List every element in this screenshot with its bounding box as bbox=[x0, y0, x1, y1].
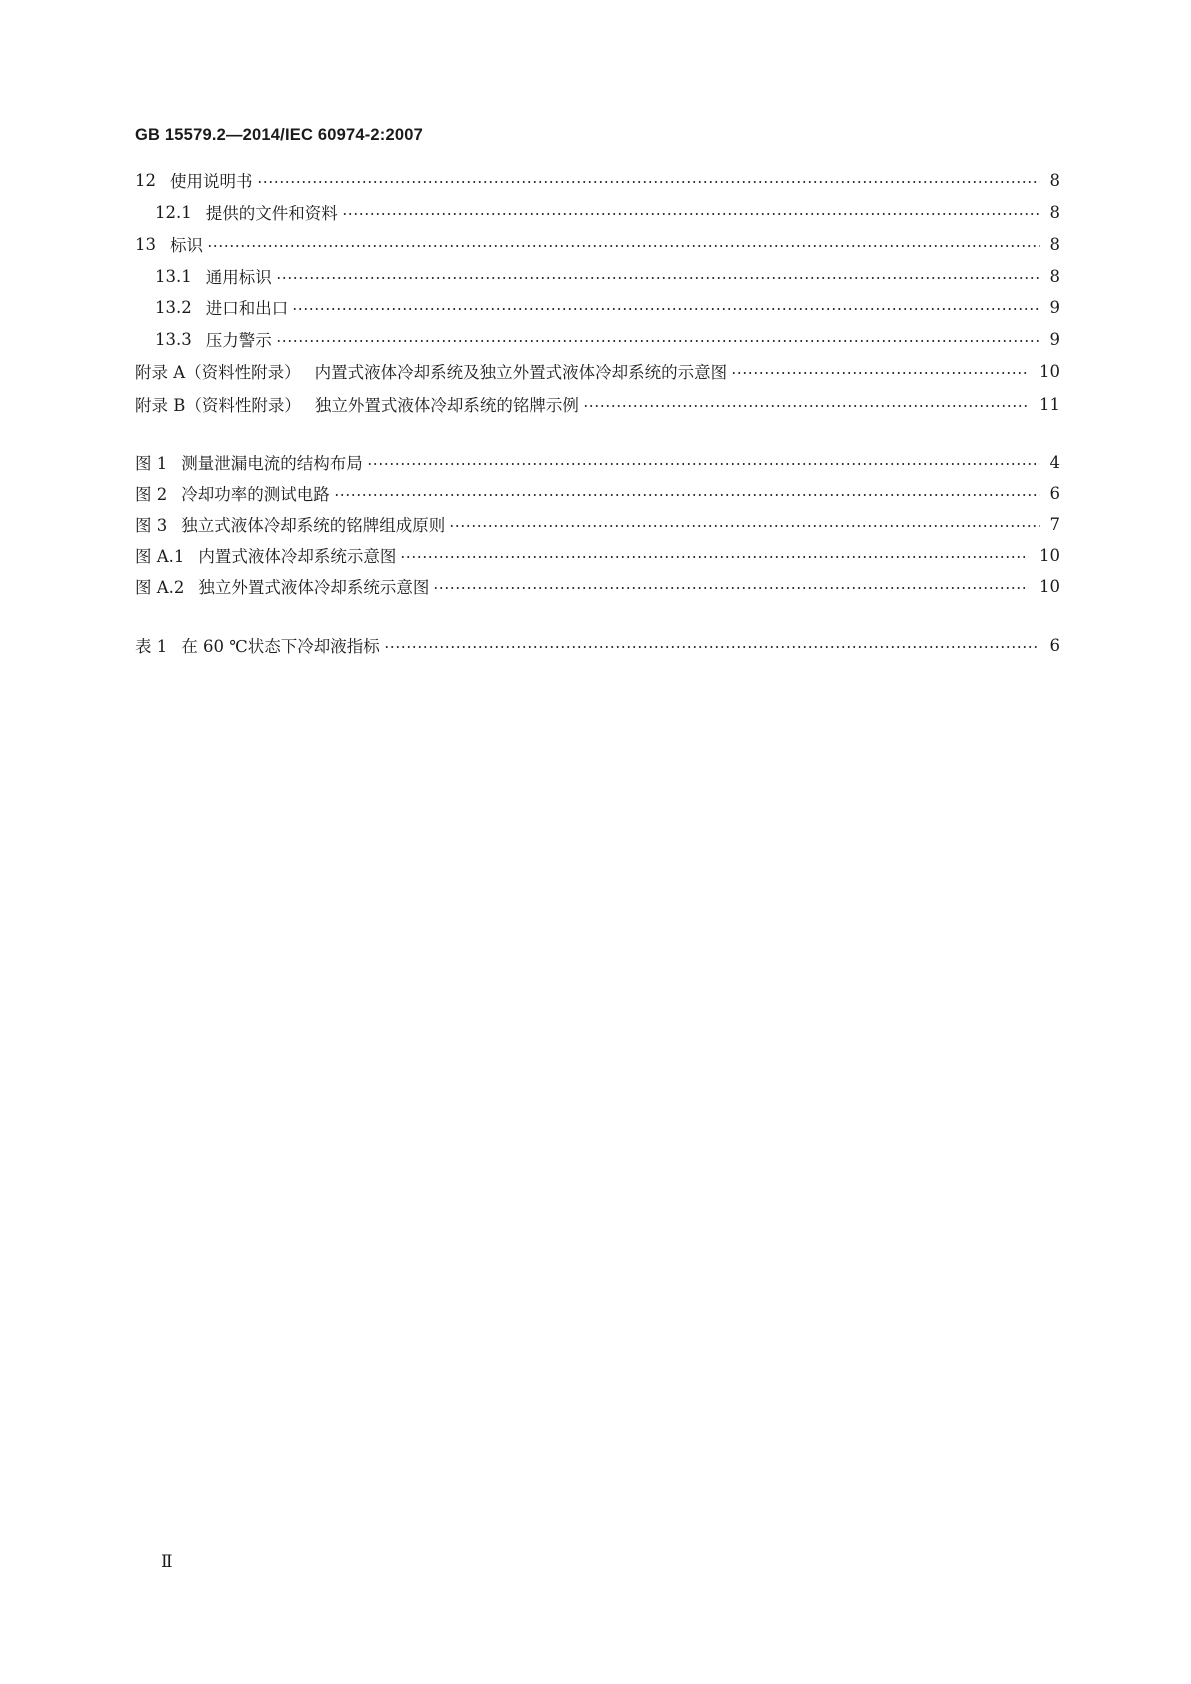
toc-entry-number: 13.1 bbox=[155, 266, 192, 286]
toc-entry-title: 压力警示 bbox=[205, 331, 272, 350]
toc-entry-page: 8 bbox=[1049, 266, 1060, 286]
toc-figure-title: 独立外置式液体冷却系统示意图 bbox=[198, 578, 430, 597]
leader-dots bbox=[292, 308, 1039, 310]
page-number: Ⅱ bbox=[161, 1552, 173, 1572]
toc-entry-title: 独立外置式液体冷却系统的铭牌示例 bbox=[314, 396, 579, 415]
toc-entry-13[interactable] bbox=[135, 231, 1060, 257]
toc-entry-page: 9 bbox=[1049, 329, 1060, 349]
toc-entry-page: 8 bbox=[1049, 202, 1060, 222]
toc-figure-number: 图 A.2 bbox=[135, 578, 185, 597]
toc-figure-number: 图 1 bbox=[135, 454, 168, 473]
leader-dots bbox=[367, 463, 1040, 465]
leader-dots bbox=[449, 525, 1039, 527]
toc-entry-page: 8 bbox=[1049, 234, 1060, 254]
leader-dots bbox=[384, 646, 1040, 648]
toc-figure-title: 测量泄漏电流的结构布局 bbox=[181, 454, 363, 473]
toc-figure-a1[interactable] bbox=[135, 542, 1060, 568]
leader-dots bbox=[276, 340, 1040, 342]
toc-entry-number: 13 bbox=[135, 234, 156, 254]
toc-figure-number: 图 2 bbox=[135, 485, 168, 504]
toc-entry-number: 12.1 bbox=[155, 202, 192, 222]
toc-table-title: 在 60 ℃状态下冷却液指标 bbox=[181, 637, 380, 656]
toc-entry-appendix-b[interactable] bbox=[135, 391, 1060, 417]
toc-entry-page: 8 bbox=[1049, 170, 1060, 190]
leader-dots bbox=[400, 556, 1029, 558]
toc-entry-page: 11 bbox=[1039, 394, 1060, 414]
toc-figure-3[interactable] bbox=[135, 511, 1060, 537]
leader-dots bbox=[334, 494, 1040, 496]
toc-entry-page: 10 bbox=[1039, 361, 1060, 381]
toc-figure-title: 内置式液体冷却系统示意图 bbox=[198, 547, 397, 566]
leader-dots bbox=[257, 181, 1040, 183]
toc-table-page: 6 bbox=[1049, 635, 1060, 655]
leader-dots bbox=[207, 245, 1040, 247]
toc-entry-number: 附录 B（资料性附录） bbox=[135, 396, 301, 415]
toc-entry-title: 提供的文件和资料 bbox=[205, 204, 338, 223]
toc-entry-13-1[interactable] bbox=[155, 263, 1060, 289]
toc-figure-title: 冷却功率的测试电路 bbox=[181, 485, 330, 504]
toc-figure-number: 图 3 bbox=[135, 516, 168, 535]
leader-dots bbox=[342, 213, 1040, 215]
toc-entry-title: 内置式液体冷却系统及独立外置式液体冷却系统的示意图 bbox=[314, 363, 728, 382]
toc-entry-title: 标识 bbox=[170, 236, 203, 255]
toc-entry-13-3[interactable] bbox=[155, 326, 1060, 352]
toc-entry-page: 9 bbox=[1049, 297, 1060, 317]
toc-figure-page: 7 bbox=[1049, 514, 1060, 534]
toc-entry-number: 12 bbox=[135, 170, 156, 190]
toc-figure-1[interactable] bbox=[135, 449, 1060, 475]
toc-entry-number: 13.3 bbox=[155, 329, 192, 349]
toc-table-1[interactable] bbox=[135, 632, 1060, 658]
toc-entry-13-2[interactable] bbox=[155, 294, 1060, 320]
toc-figure-title: 独立式液体冷却系统的铭牌组成原则 bbox=[181, 516, 446, 535]
toc-entry-appendix-a[interactable] bbox=[135, 358, 1060, 384]
toc-figure-number: 图 A.1 bbox=[135, 547, 185, 566]
toc-entry-number: 附录 A（资料性附录） bbox=[135, 363, 301, 382]
toc-entry-number: 13.2 bbox=[155, 297, 192, 317]
leader-dots bbox=[731, 372, 1029, 374]
toc-figure-a2[interactable] bbox=[135, 573, 1060, 599]
toc-figure-page: 4 bbox=[1049, 452, 1060, 472]
toc-entry-12-1[interactable] bbox=[155, 199, 1060, 225]
leader-dots bbox=[583, 405, 1029, 407]
toc-figure-2[interactable] bbox=[135, 480, 1060, 506]
toc-entry-title: 进口和出口 bbox=[205, 299, 289, 318]
toc-table-number: 表 1 bbox=[135, 637, 168, 656]
toc-figure-page: 10 bbox=[1039, 576, 1060, 596]
toc-entry-title: 使用说明书 bbox=[170, 172, 253, 191]
toc-figure-page: 10 bbox=[1039, 545, 1060, 565]
leader-dots bbox=[276, 277, 1040, 279]
standard-code-header: GB 15579.2—2014/IEC 60974-2:2007 bbox=[135, 126, 424, 144]
leader-dots bbox=[433, 587, 1029, 589]
toc-entry-title: 通用标识 bbox=[205, 268, 272, 287]
toc-figure-page: 6 bbox=[1049, 483, 1060, 503]
toc-entry-12[interactable] bbox=[135, 167, 1060, 193]
